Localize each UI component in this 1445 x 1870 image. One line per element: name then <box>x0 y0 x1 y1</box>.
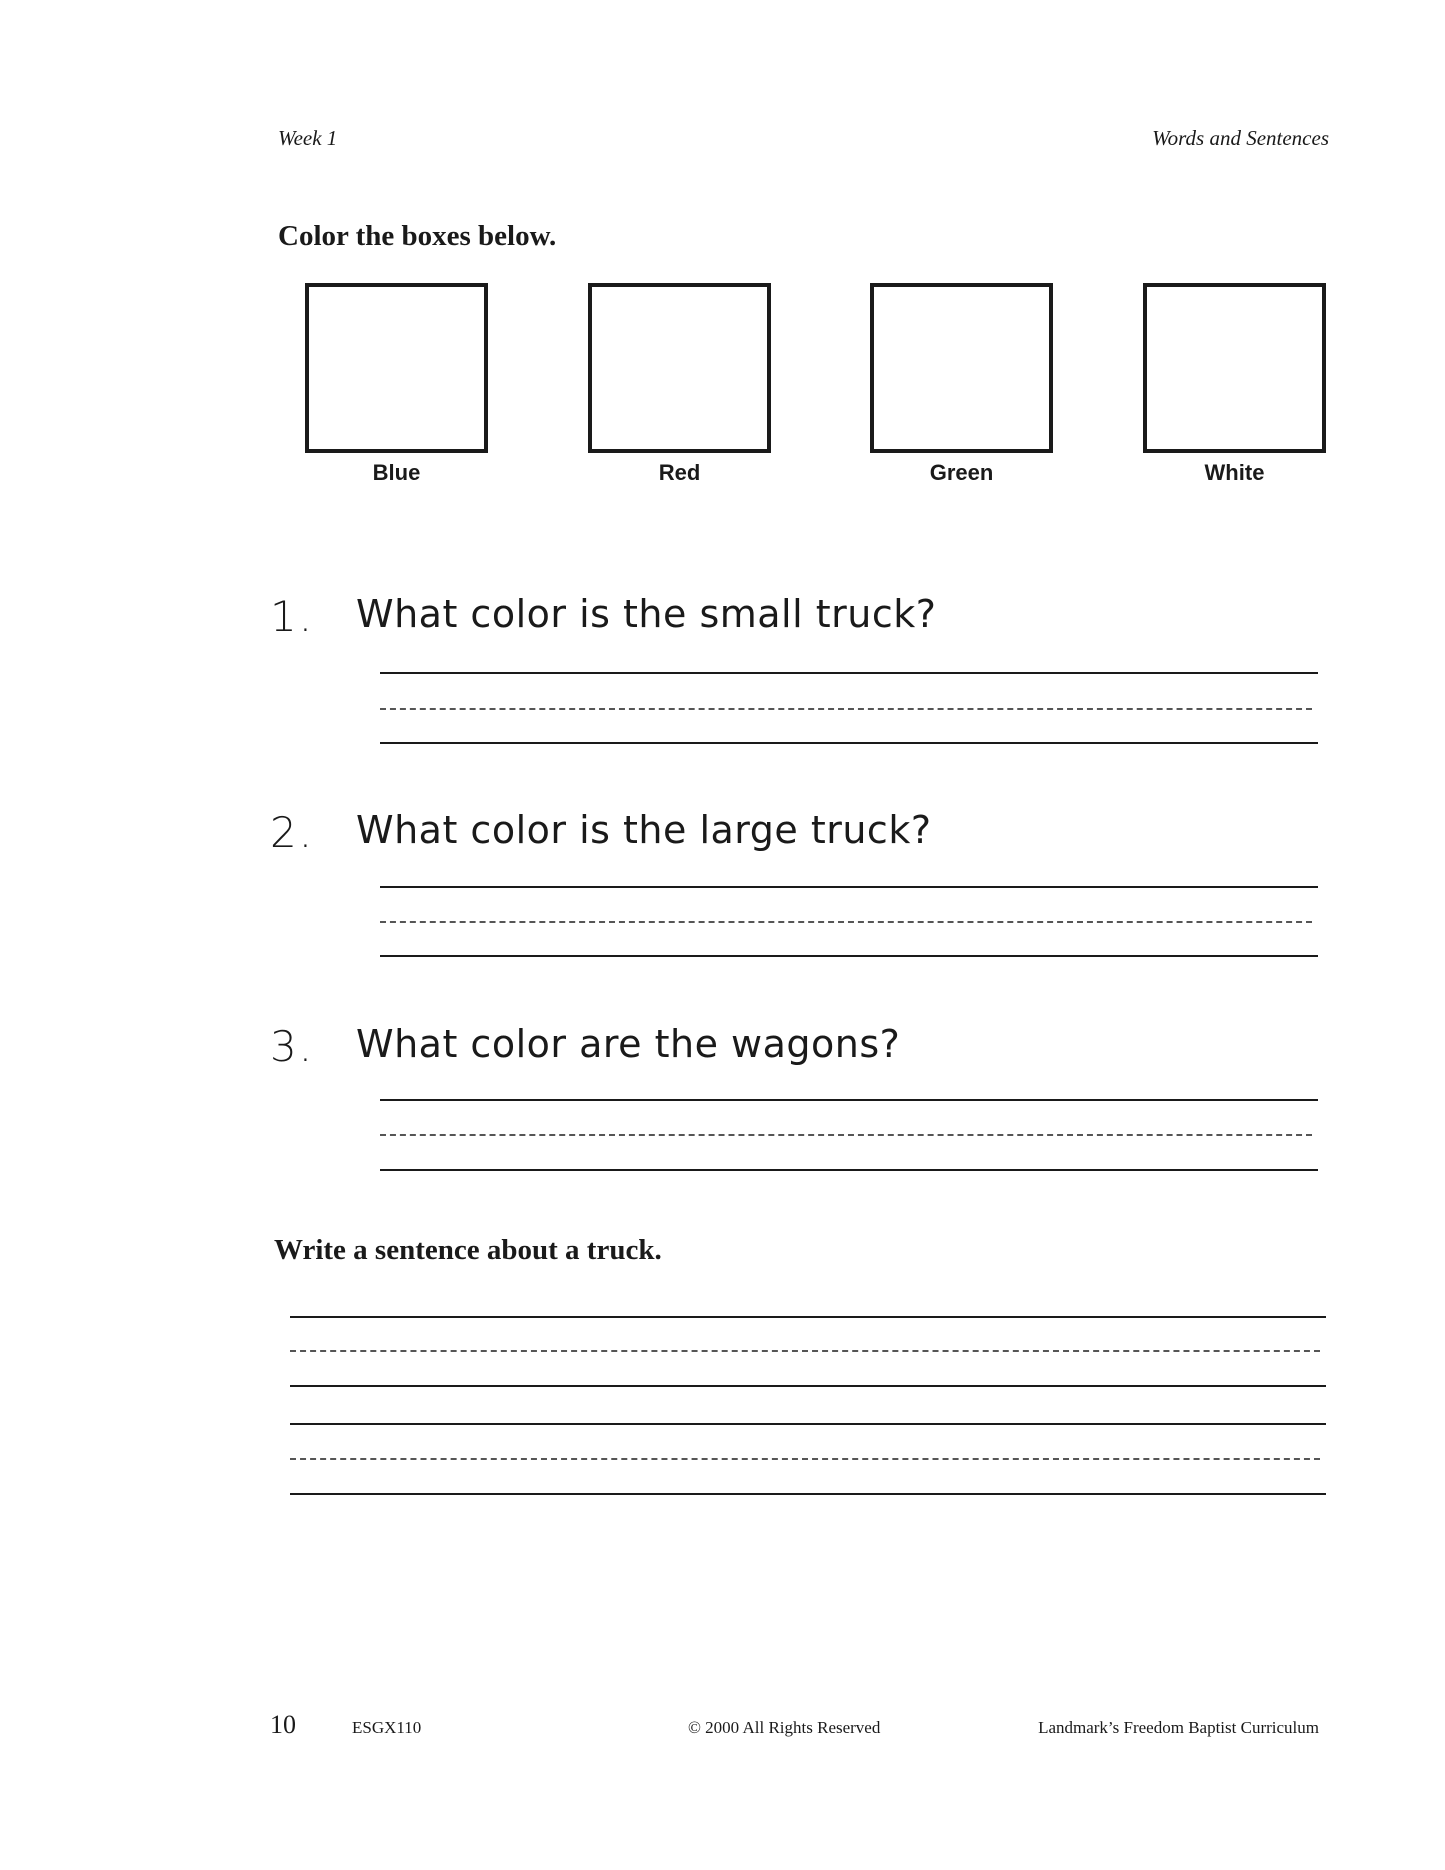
color-box-blue[interactable] <box>305 283 488 453</box>
answer-line-base <box>380 1169 1318 1171</box>
writing-line-top <box>290 1423 1326 1425</box>
footer-publisher: Landmark’s Freedom Baptist Curriculum <box>1038 1718 1319 1737</box>
answer-line-mid <box>380 921 1312 923</box>
question-text-1: What color is the small truck? <box>356 592 937 636</box>
writing-line-mid <box>290 1350 1320 1352</box>
writing-line-mid <box>290 1458 1320 1460</box>
answer-line-base <box>380 742 1318 744</box>
sentence-section-title: Write a sentence about a truck. <box>274 1234 662 1266</box>
question-number-2: 2. <box>270 808 315 857</box>
answer-line-top <box>380 672 1318 674</box>
answer-line-mid <box>380 1134 1312 1136</box>
answer-line-top <box>380 1099 1318 1101</box>
footer-copyright: © 2000 All Rights Reserved <box>688 1718 881 1737</box>
writing-line-base <box>290 1385 1326 1387</box>
header-subject: Words and Sentences <box>1152 126 1329 150</box>
question-text-3: What color are the wagons? <box>356 1022 901 1066</box>
color-box-label-blue: Blue <box>372 460 421 485</box>
header-week: Week 1 <box>278 126 338 150</box>
writing-line-base <box>290 1493 1326 1495</box>
color-box-white[interactable] <box>1143 283 1326 453</box>
question-number-1: 1. <box>270 592 315 641</box>
answer-line-base <box>380 955 1318 957</box>
page-number: 10 <box>270 1710 296 1739</box>
answer-line-top <box>380 886 1318 888</box>
color-box-red[interactable] <box>588 283 771 453</box>
color-box-label-red: Red <box>658 460 701 485</box>
color-box-label-white: White <box>1204 460 1265 485</box>
question-text-2: What color is the large truck? <box>356 808 932 852</box>
color-box-label-green: Green <box>929 460 994 485</box>
question-number-3: 3. <box>270 1022 315 1071</box>
writing-line-top <box>290 1316 1326 1318</box>
color-box-green[interactable] <box>870 283 1053 453</box>
answer-line-mid <box>380 708 1312 710</box>
footer-code: ESGX110 <box>352 1718 422 1737</box>
color-section-title: Color the boxes below. <box>278 220 557 252</box>
